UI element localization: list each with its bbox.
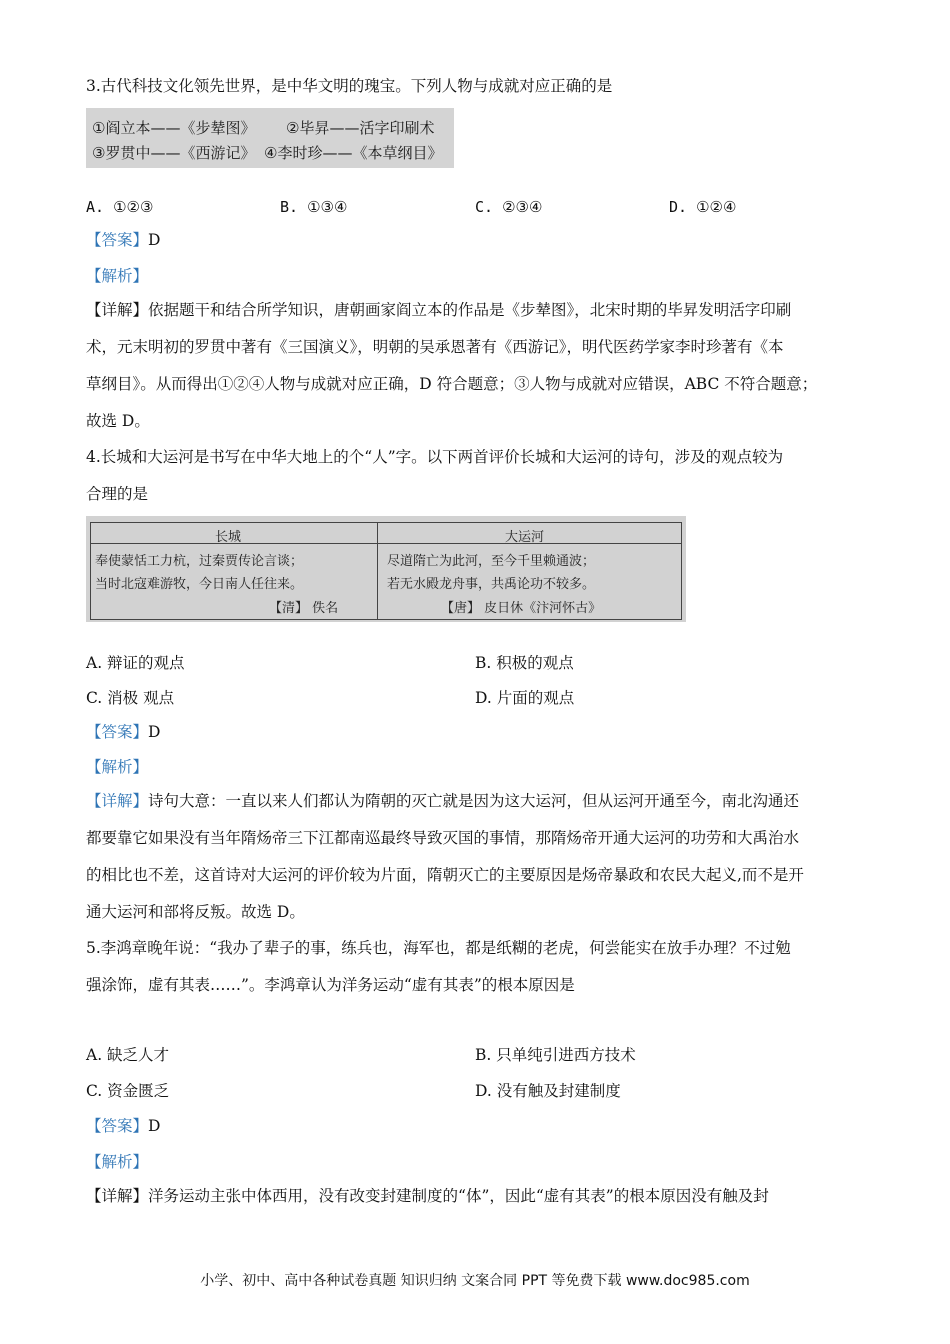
q5-option-d: D. 没有触及封建制度: [475, 1082, 621, 1100]
q5-detail-tag: 【详解】: [86, 1187, 149, 1205]
q4-option-b: B. 积极的观点: [475, 654, 574, 672]
q5-option-c: C. 资金匮乏: [86, 1082, 170, 1100]
q5-option-a: A. 缺乏人才: [86, 1046, 170, 1064]
q3-detail-text-1: 依据题干和结合所学知识，唐朝画家阎立本的作品是《步辇图》，北宋时期的毕昇发明活字印刷: [148, 301, 792, 319]
q3-detail-line-4: 故选 D。: [86, 412, 150, 430]
q4-answer: D: [148, 723, 161, 741]
q3-option-c: C. ②③④: [475, 198, 543, 216]
q3-detail-tag: 【详解】: [86, 301, 149, 319]
q4-poem-table-image: [86, 516, 686, 622]
table-header-grand-canal: 大运河: [505, 530, 545, 545]
q3-option-b: B. ①③④: [280, 198, 348, 216]
q5-answer-line: [86, 1116, 160, 1136]
q5-option-b: B. 只单纯引进西方技术: [475, 1046, 636, 1064]
table-divider: [377, 523, 378, 619]
q3-figure-image: [86, 108, 454, 168]
q3-figure-row2-b: ④李时珍——《本草纲目》: [264, 144, 443, 162]
q4-stem-line-2: 合理的是: [86, 485, 149, 503]
q4-poem-table: [90, 522, 682, 620]
q3-figure-row2-a: ③罗贯中——《西游记》: [92, 144, 256, 162]
table-header-great-wall: 长城: [215, 530, 242, 545]
q3-stem: 3.古代科技文化领先世界，是中华文明的瑰宝。下列人物与成就对应正确的是: [86, 77, 613, 95]
table-right-source: 【唐】 皮日休《汴河怀古》: [441, 601, 602, 616]
q3-detail-line-1: [86, 300, 791, 320]
table-right-line-2: 若无水殿龙舟事，共禹论功不较多。: [387, 577, 596, 592]
q4-option-c: C. 消极 观点: [86, 689, 175, 707]
q5-stem-line-2: 强涂饰，虚有其表……”。李鸿章认为洋务运动“虚有其表”的根本原因是: [86, 976, 575, 994]
q4-option-a: A. 辩证的观点: [86, 654, 185, 672]
q3-option-d: D. ①②④: [669, 198, 737, 216]
page-footer: 小学、初中、高中各种试卷真题 知识归纳 文案合同 PPT 等免费下载 www.doc985.com: [200, 1273, 750, 1289]
q4-detail-line-2: 都要靠它如果没有当年隋炀帝三下江都南巡最终导致灭国的事情，那隋炀帝开通大运河的功劳和大禹治水: [86, 829, 800, 847]
q4-detail-text-1: 诗句大意：一直以来人们都认为隋朝的灭亡就是因为这大运河，但从运河开通至今，南北沟通还: [148, 792, 800, 810]
table-left-source: 【清】 佚名: [269, 601, 339, 616]
q5-answer-tag: 【答案】: [86, 1117, 149, 1135]
table-left-line-2: 当时北寇难游牧，今日南人任往来。: [95, 577, 304, 592]
q4-detail-line-1: [86, 791, 799, 811]
q3-answer-tag: 【答案】: [86, 231, 149, 249]
q5-analysis-tag: 【解析】: [86, 1153, 149, 1171]
q5-stem-line-1: 5.李鸿章晚年说：“我办了辈子的事，练兵也，海军也，都是纸糊的老虎，何尝能实在放手办理？不过勉: [86, 939, 791, 957]
q3-answer: D: [148, 231, 161, 249]
q3-figure-row1-a: ①阎立本——《步辇图》: [92, 119, 256, 137]
q3-answer-line: [86, 230, 160, 250]
q3-figure-row1-b: ②毕昇——活字印刷术: [286, 119, 435, 137]
table-left-line-1: 奉使蒙恬工力杭，过秦贾传论言谈；: [95, 554, 304, 569]
q3-option-a: A. ①②③: [86, 198, 154, 216]
q5-detail-text-1: 洋务运动主张中体西用，没有改变封建制度的“体”，因此“虚有其表”的根本原因没有触及封: [148, 1187, 769, 1205]
q4-detail-line-3: 的相比也不差，这首诗对大运河的评价较为片面，隋朝灭亡的主要原因是炀帝暴政和农民大起义,而不是开: [86, 866, 804, 884]
table-header-rule: [91, 543, 681, 544]
q3-detail-line-3: 草纲目》。从而得出①②④人物与成就对应正确，D 符合题意；③人物与成就对应错误，ABC 不符合题意；: [86, 375, 818, 393]
table-right-line-1: 尽道隋亡为此河，至今千里赖通波；: [387, 554, 596, 569]
q4-stem-line-1: 4.长城和大运河是书写在中华大地上的个“人”字。以下两首评价长城和大运河的诗句，涉及的观点较为: [86, 448, 784, 466]
q4-answer-line: [86, 722, 160, 742]
q4-detail-line-4: 通大运河和部将反叛。故选 D。: [86, 903, 305, 921]
q4-option-d: D. 片面的观点: [475, 689, 575, 707]
q4-detail-tag: 【详解】: [86, 792, 149, 810]
q5-answer: D: [148, 1117, 161, 1135]
q4-answer-tag: 【答案】: [86, 723, 149, 741]
q3-detail-line-2: 术，元末明初的罗贯中著有《三国演义》，明朝的吴承恩著有《西游记》，明代医药学家李时珍著有《本: [86, 338, 784, 356]
q3-analysis-tag: 【解析】: [86, 267, 149, 285]
q4-analysis-tag: 【解析】: [86, 758, 149, 776]
q5-detail-line-1: [86, 1186, 769, 1206]
